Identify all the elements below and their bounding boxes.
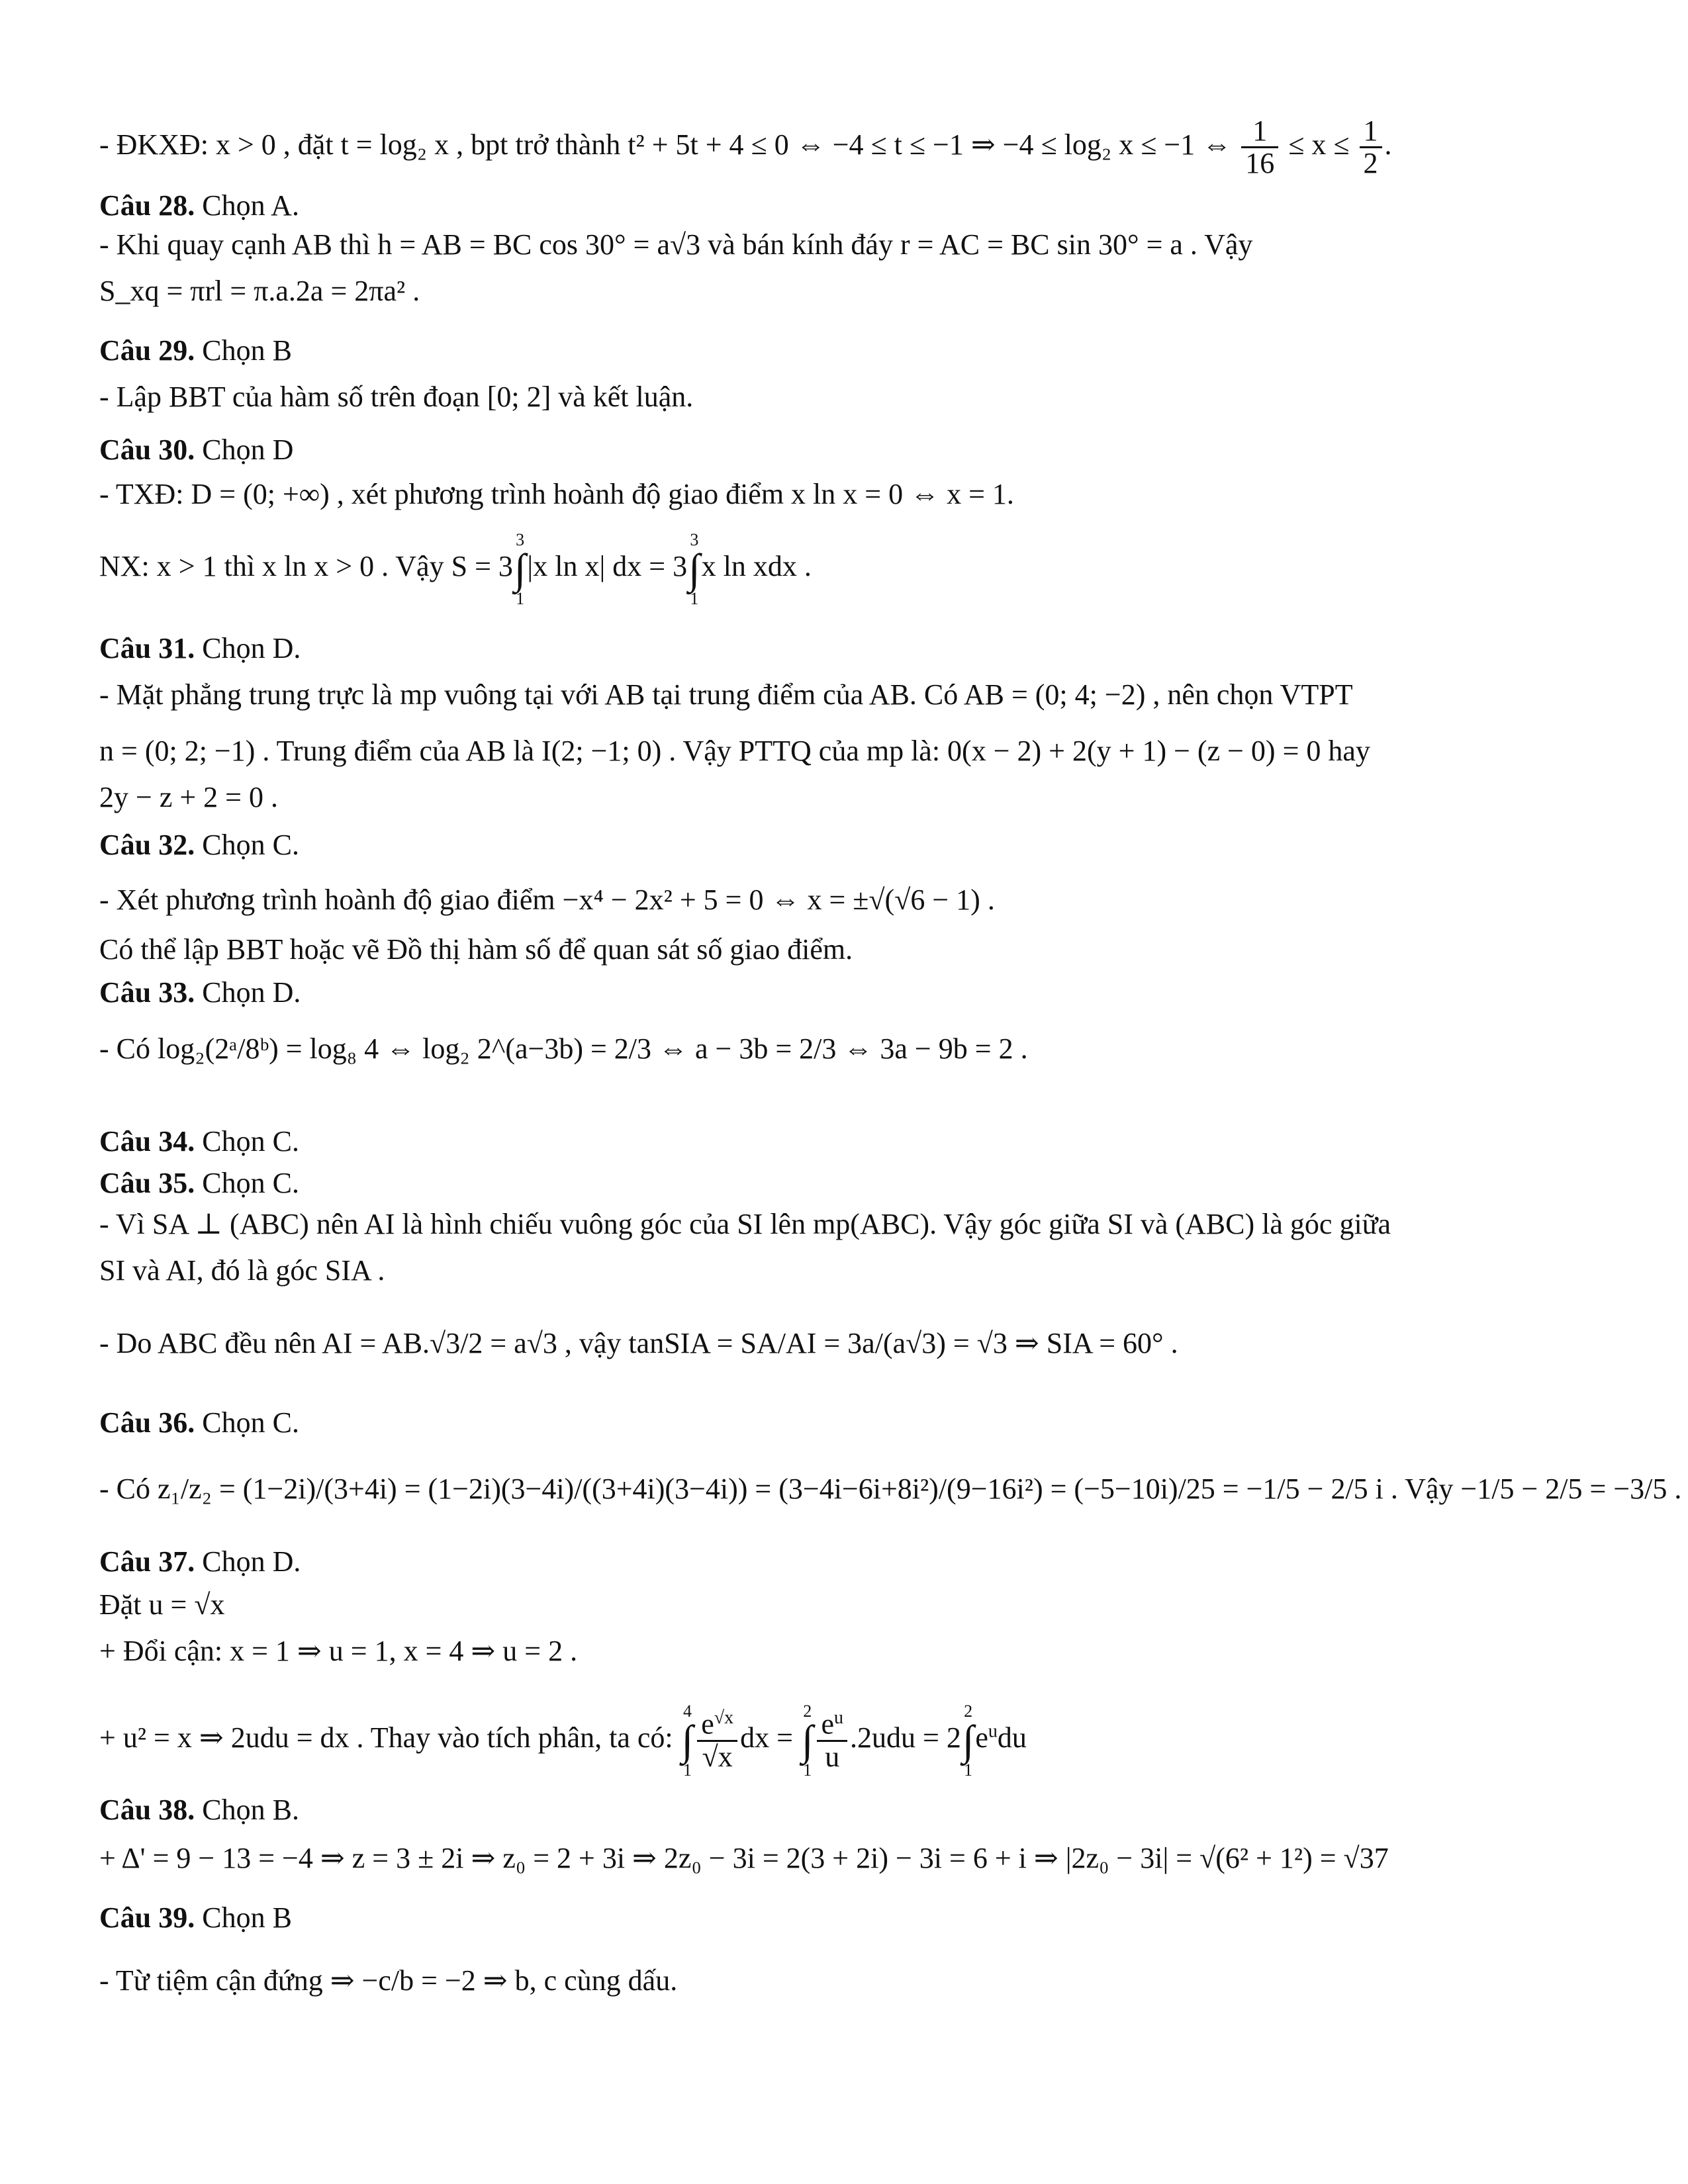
q29-line-1: - Lập BBT của hàm số trên đoạn [0; 2] và kết luận. (99, 381, 694, 413)
q37-line-1: Đặt u = √x (99, 1588, 225, 1621)
q35-line-1: - Vì SA ⊥ (ABC) nên AI là hình chiếu vuông góc của SI lên mp(ABC). Vậy góc giữa SI và (ABC) là góc giữa (99, 1208, 1391, 1240)
q29-label: Câu 29. (99, 334, 195, 367)
q30-label: Câu 30. (99, 433, 195, 466)
q37-substitution-text: + u² = x ⇒ 2udu = dx . Thay vào tích phân, ta có: (99, 1721, 673, 1754)
q37-line-2: + Đổi cận: x = 1 ⇒ u = 1, x = 4 ⇒ u = 2 . (99, 1635, 578, 1667)
q39-line-1: - Từ tiệm cận đứng ⇒ −c/b = −2 ⇒ b, c cùng dấu. (99, 1964, 678, 1997)
q37-choice: Chọn D. (202, 1545, 301, 1578)
dkxd-text: - ĐKXĐ: x > 0 , đặt t = log₂ x , bpt trở thành t² + 5t + 4 ≤ 0 ⇔ −4 ≤ t ≤ −1 ⇒ −4 ≤ log₂ x ≤ −1 ⇔ (99, 128, 1232, 161)
q32-heading (99, 829, 1589, 862)
q29-heading (99, 334, 1589, 368)
q35-choice: Chọn C. (202, 1167, 299, 1199)
q33-label: Câu 33. (99, 976, 195, 1009)
q31-line-2: n = (0; 2; −1) . Trung điểm của AB là I(2; −1; 0) . Vậy PTTQ của mp là: 0(x − 2) + 2(y + 1) − (z − 0) = 0 hay (99, 735, 1370, 767)
q39-choice: Chọn B (202, 1901, 292, 1934)
q38-heading (99, 1794, 1589, 1827)
q38-label: Câu 38. (99, 1794, 195, 1826)
q32-line-2: Có thể lập BBT hoặc vẽ Đồ thị hàm số để quan sát số giao điểm. (99, 933, 853, 966)
q36-line-1: - Có z₁/z₂ = (1−2i)/(3+4i) = (1−2i)(3−4i)/((3+4i)(3−4i)) = (3−4i−6i+8i²)/(9−16i²) = (−5−10i)/25 = −1/5 − 2/5 i . Vậy −1/5 − 2/5 = −3/5 . (99, 1473, 1682, 1505)
q35-label: Câu 35. (99, 1167, 195, 1199)
q36-choice: Chọn C. (202, 1406, 299, 1439)
q34-label: Câu 34. (99, 1125, 195, 1158)
q31-choice: Chọn D. (202, 632, 301, 664)
q33-choice: Chọn D. (202, 976, 301, 1009)
q39-heading (99, 1901, 1589, 1935)
q34-heading (99, 1125, 1589, 1159)
q31-line-1: - Mặt phẳng trung trực là mp vuông tại với AB tại trung điểm của AB. Có AB = (0; 4; −2) , nên chọn VTPT (99, 678, 1353, 711)
q28-line-2: S_xq = πrl = π.a.2a = 2πa² . (99, 275, 420, 307)
q28-label: Câu 28. (99, 189, 195, 222)
integral-1: 3 ∫ 1 (514, 530, 526, 608)
frac-1-16: $\frac{1}{16}$ (1241, 116, 1278, 179)
integral-4: 2 ∫ 1 (801, 1702, 814, 1780)
q30-heading (99, 433, 1589, 467)
q35-heading (99, 1167, 1589, 1201)
q30-line-2: NX: x > 1 thì x ln x > 0 . Vậy S = 33 ∫ 1|x ln x| dx = 33 ∫ 1x ln xdx . (99, 530, 812, 608)
q33-line-1: - Có log₂(2ᵃ/8ᵇ) = log₈ 4 ⇔ log₂ 2^(a−3b) = 2/3 ⇔ a − 3b = 2/3 ⇔ 3a − 9b = 2 . (99, 1032, 1028, 1065)
q31-line-3: 2y − z + 2 = 0 . (99, 781, 278, 813)
q30-line-1: - TXĐ: D = (0; +∞) , xét phương trình hoành độ giao điểm x ln x = 0 ⇔ x = 1. (99, 478, 1014, 510)
integral-5: 2 ∫ 1 (962, 1702, 974, 1780)
line-dkxd: - ĐKXĐ: x > 0 , đặt t = log₂ x , bpt trở thành t² + 5t + 4 ≤ 0 ⇔ −4 ≤ t ≤ −1 ⇒ −4 ≤ log₂ x ≤ −1 ⇔ $\frac{1}{16}$ ≤ x ≤ $\frac{1}{2}$ . (99, 114, 1392, 180)
q30-choice: Chọn D (202, 433, 294, 466)
q35-line-2: SI và AI, đó là góc SIA . (99, 1254, 385, 1287)
q34-choice: Chọn C. (202, 1125, 299, 1158)
q30-nx-text: NX: x > 1 thì x ln x > 0 . Vậy (99, 550, 444, 583)
q36-heading (99, 1406, 1589, 1440)
q37-heading (99, 1545, 1589, 1579)
q35-line-3: - Do ABC đều nên AI = AB.√3/2 = a√3 , vậy tanSIA = SA/AI = 3a/(a√3) = √3 ⇒ SIA = 60° . (99, 1327, 1178, 1359)
integral-3: 4 ∫ 1 (681, 1702, 694, 1780)
q31-heading (99, 632, 1589, 666)
q29-choice: Chọn B (202, 334, 292, 367)
q28-heading (99, 189, 1589, 223)
q31-label: Câu 31. (99, 632, 195, 664)
q38-choice: Chọn B. (202, 1794, 299, 1826)
frac-esqrtx-sqrtx: $\frac{e^{√x}}{√x}$ (697, 1708, 737, 1772)
q28-choice: Chọn A. (202, 189, 299, 222)
q39-label: Câu 39. (99, 1901, 195, 1934)
q37-line-3: + u² = x ⇒ 2udu = dx . Thay vào tích phân, ta có: 4 ∫ 1 $\frac{e^{√x}}{√x}$ dx = 2 ∫ 1 $\frac{e^u}{u}$ .2udu = 22 ∫ $1e^udu$ (99, 1702, 1027, 1780)
frac-eu-u: $\frac{e^u}{u}$ (817, 1708, 847, 1772)
q33-heading (99, 976, 1589, 1010)
q28-line-1: - Khi quay cạnh AB thì h = AB = BC cos 30° = a√3 và bán kính đáy r = AC = BC sin 30° = a . Vậy (99, 228, 1253, 261)
integral-2: 3 ∫ 1 (688, 530, 700, 608)
q32-label: Câu 32. (99, 829, 195, 861)
frac-1-2: $\frac{1}{2}$ (1360, 116, 1382, 179)
q32-line-1: - Xét phương trình hoành độ giao điểm −x⁴ − 2x² + 5 = 0 ⇔ x = ±√(√6 − 1) . (99, 884, 995, 916)
q37-label: Câu 37. (99, 1545, 195, 1578)
q32-choice: Chọn C. (202, 829, 299, 861)
q36-label: Câu 36. (99, 1406, 195, 1439)
q38-line-1: + Δ' = 9 − 13 = −4 ⇒ z = 3 ± 2i ⇒ z₀ = 2 + 3i ⇒ 2z₀ − 3i = 2(3 + 2i) − 3i = 6 + i ⇒ |2z₀ − 3i| = √(6² + 1²) = √37 (99, 1842, 1389, 1874)
